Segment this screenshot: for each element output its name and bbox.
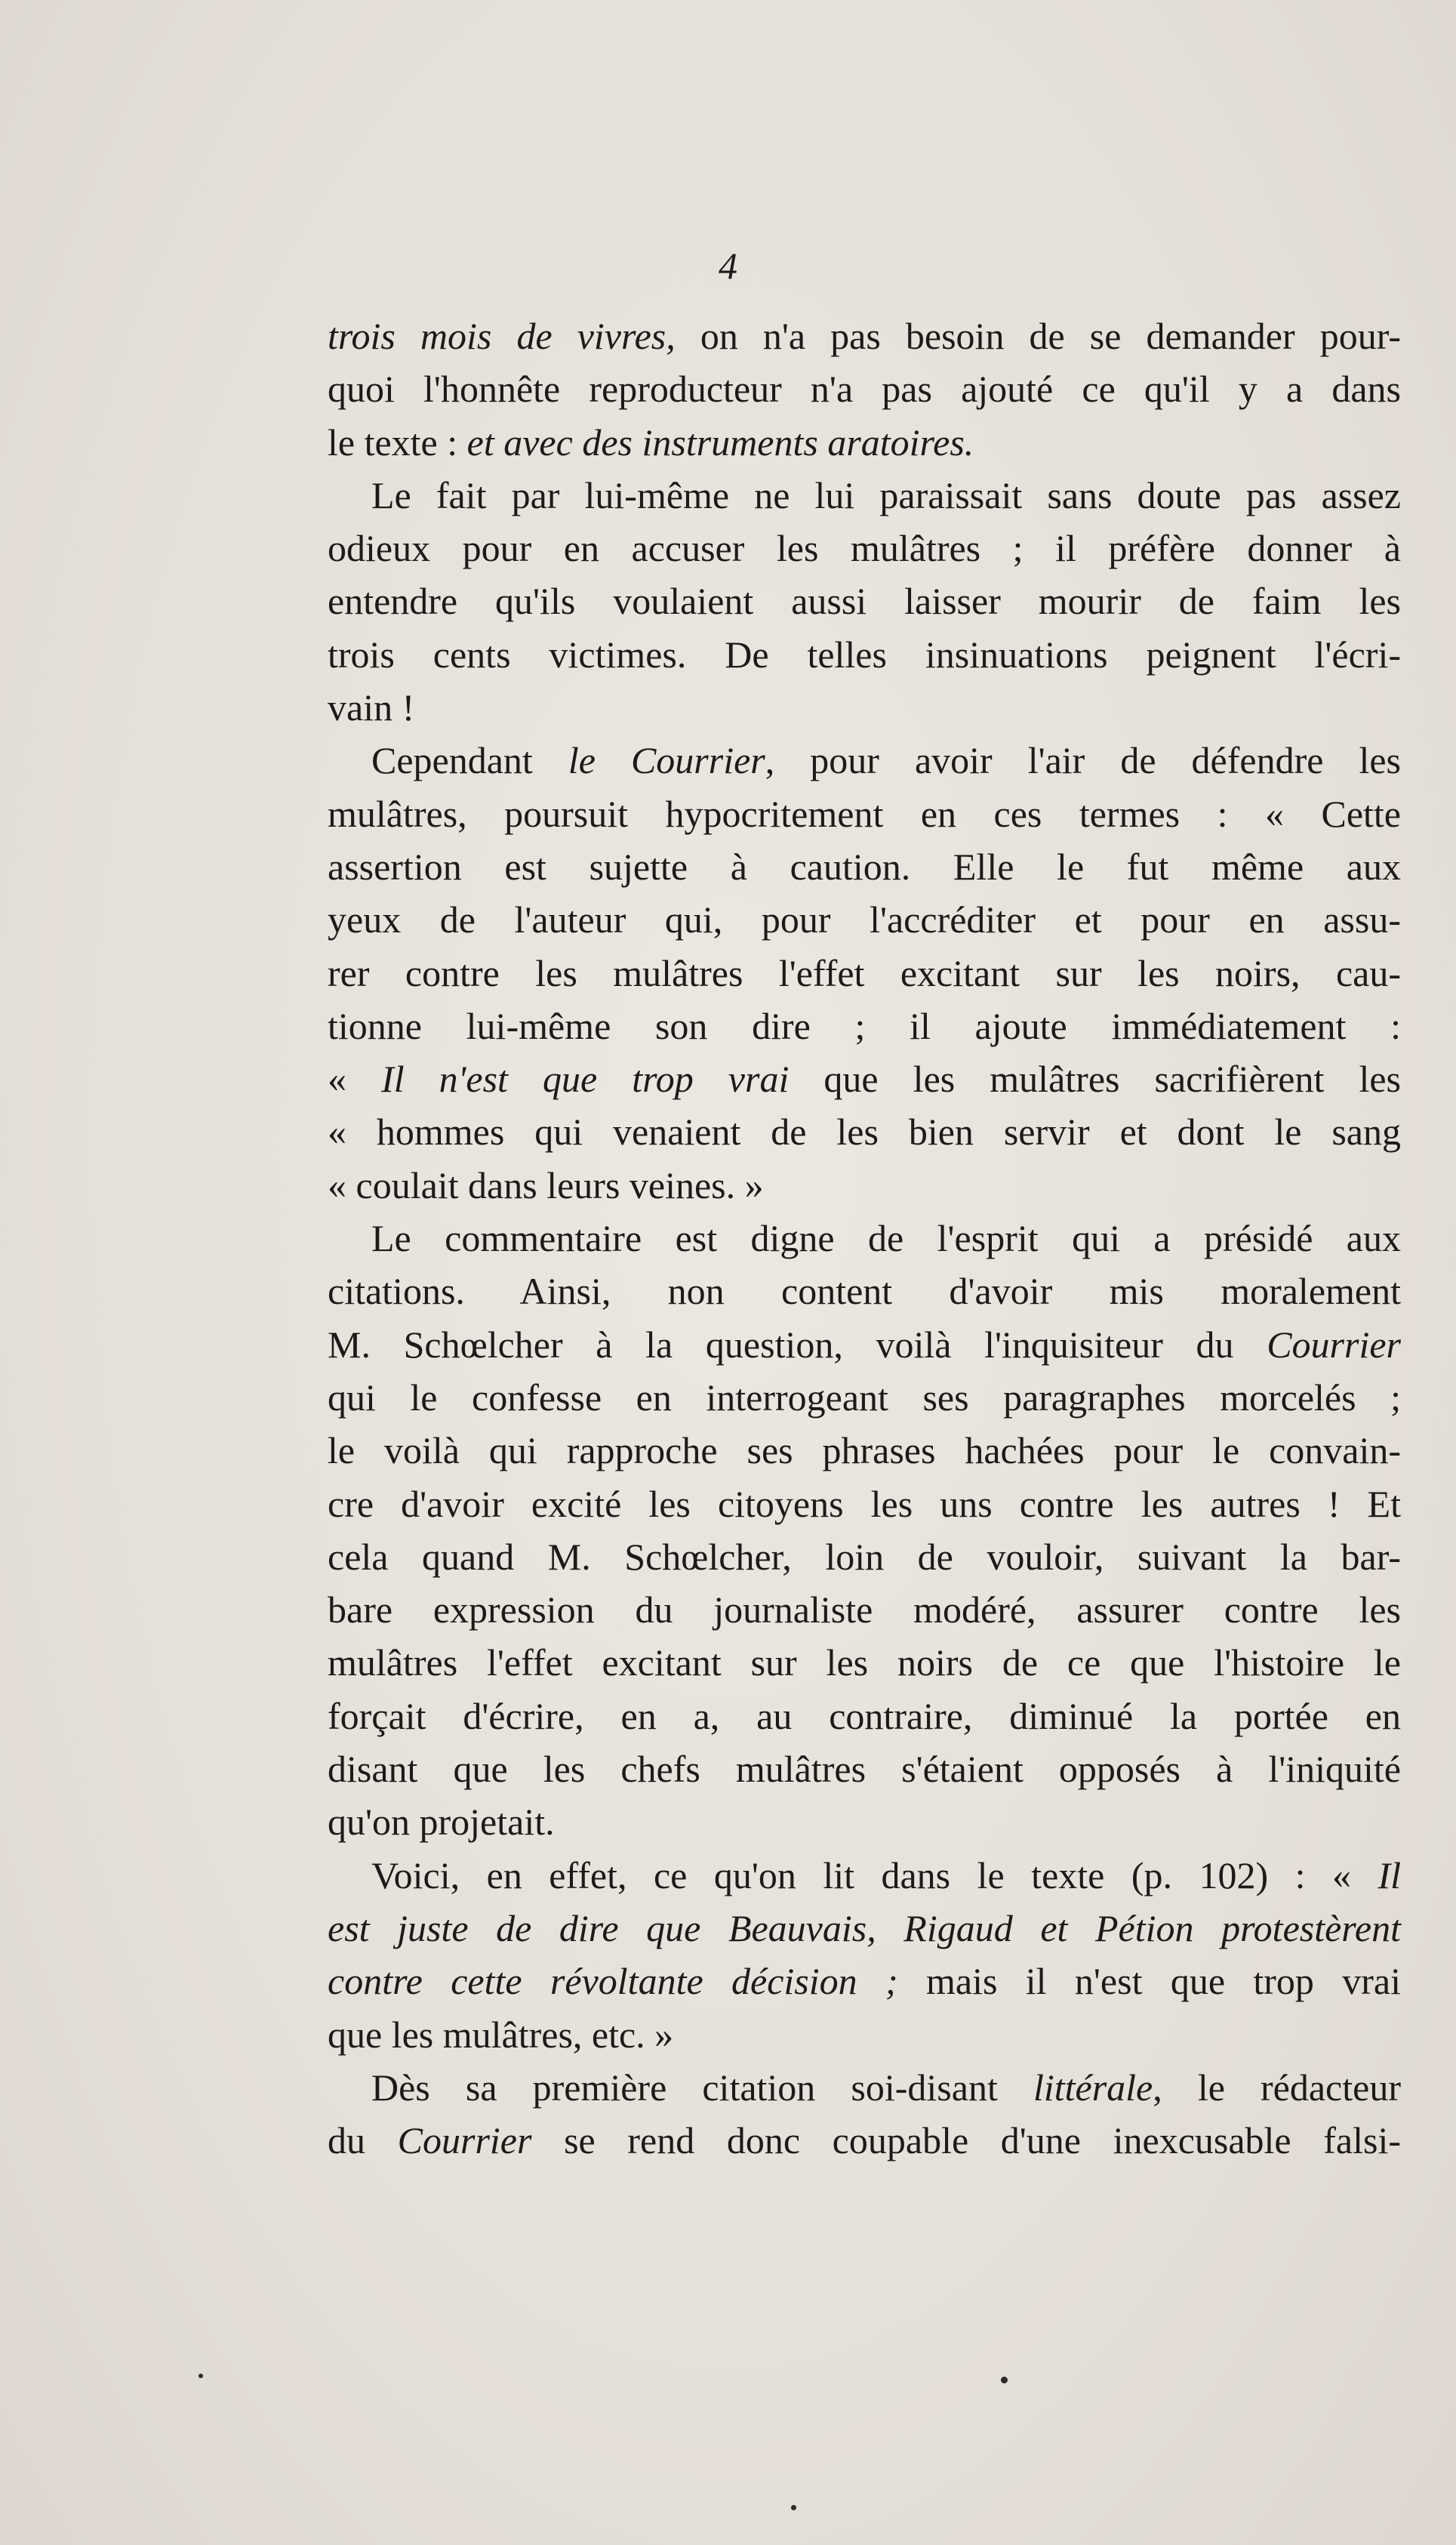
text-line	[328, 469, 1401, 522]
text-segment: Dès sa première citation soi-disant	[371, 2066, 1033, 2109]
italic-segment: est juste de dire que Beauvais, Rigaud et Pétion protestèrent	[328, 1906, 1401, 1949]
italic-segment: Il n'est que trop vrai	[381, 1058, 790, 1101]
text-segment: yeux de l'auteur qui, pour l'accréditer et pour en assu-	[328, 898, 1401, 941]
text-segment: Le commentaire est digne de l'esprit qui a présidé aux	[371, 1217, 1401, 1260]
text-segment: bare expression du journaliste modéré, assurer contre les	[328, 1588, 1401, 1631]
text-segment: M. Schœlcher à la question, voilà l'inquisiteur du	[328, 1323, 1267, 1366]
ink-speck	[791, 2505, 796, 2510]
text-line	[328, 628, 1401, 681]
text-line	[328, 1690, 1401, 1742]
italic-segment: littérale	[1033, 2066, 1153, 2109]
text-segment: mais il n'est que trop vrai	[897, 1960, 1401, 2003]
text-segment: cre d'avoir excité les citoyens les uns contre les autres ! Et	[328, 1482, 1401, 1525]
italic-segment: et avec des instruments aratoires.	[466, 421, 974, 464]
text-segment: «	[328, 1058, 382, 1101]
text-line	[328, 362, 1401, 415]
text-segment: « coulait dans leurs veines. »	[328, 1163, 764, 1206]
text-segment: disant que les chefs mulâtres s'étaient opposés à l'iniquité	[328, 1748, 1401, 1791]
text-segment: Voici, en effet, ce qu'on lit dans le texte (p. 102) : «	[371, 1853, 1378, 1896]
text-segment: Le fait par lui-même ne lui paraissait sans doute pas assez	[371, 473, 1401, 516]
text-segment: trois cents victimes. De telles insinuations peignent l'écri-	[328, 633, 1401, 676]
text-segment: , pour avoir l'air de défendre les	[765, 739, 1401, 782]
text-line	[328, 1955, 1401, 2007]
text-line	[328, 1212, 1401, 1265]
text-segment: que les mulâtres, etc. »	[328, 2013, 674, 2056]
text-segment: qu'on projetait.	[328, 1801, 555, 1844]
text-line	[328, 840, 1401, 893]
text-segment: rer contre les mulâtres l'effet excitant sur les noirs, cau-	[328, 951, 1401, 994]
text-segment: forçait d'écrire, en a, au contraire, diminué la portée en	[328, 1694, 1401, 1737]
text-segment: , le rédacteur	[1153, 2066, 1401, 2109]
italic-segment: le Courrier	[568, 739, 765, 782]
text-line	[328, 1105, 1401, 1158]
text-line	[328, 1902, 1401, 1955]
text-line	[328, 787, 1401, 840]
text-line	[328, 1000, 1401, 1052]
text-line	[328, 1795, 1401, 1848]
text-segment: tionne lui-même son dire ; il ajoute immédiatement :	[328, 1004, 1401, 1047]
text-segment: assertion est sujette à caution. Elle le fut même aux	[328, 845, 1401, 888]
text-line	[328, 2008, 1401, 2061]
text-line	[328, 1742, 1401, 1795]
text-segment: Cependant	[371, 739, 568, 782]
text-segment: qui le confesse en interrogeant ses paragraphes morcelés ;	[328, 1376, 1401, 1419]
ink-speck	[199, 2374, 203, 2378]
text-line	[328, 1424, 1401, 1477]
text-line	[328, 1052, 1401, 1105]
text-line	[328, 1265, 1401, 1317]
text-segment: vain !	[328, 686, 415, 729]
text-segment: entendre qu'ils voulaient aussi laisser mourir de faim les	[328, 580, 1401, 623]
text-line	[328, 2061, 1401, 2114]
text-line	[328, 1159, 1401, 1212]
text-segment: quoi l'honnête reproducteur n'a pas ajouté ce qu'il y a dans	[328, 368, 1401, 411]
italic-segment: Courrier	[397, 2119, 532, 2162]
text-segment: cela quand M. Schœlcher, loin de vouloir, suivant la bar-	[328, 1535, 1401, 1578]
text-segment: citations. Ainsi, non content d'avoir mis moralement	[328, 1270, 1401, 1313]
text-line	[328, 310, 1401, 362]
text-segment: mulâtres, poursuit hypocritement en ces termes : « Cette	[328, 792, 1401, 835]
text-line	[328, 1849, 1401, 1902]
text-segment: du	[328, 2119, 398, 2162]
text-line	[328, 522, 1401, 575]
text-line	[328, 1318, 1401, 1371]
text-segment: odieux pour en accuser les mulâtres ; il préfère donner à	[328, 527, 1401, 570]
text-line	[328, 416, 1401, 469]
text-line	[328, 1477, 1401, 1530]
text-segment: que les mulâtres sacrifièrent les	[789, 1058, 1401, 1101]
ink-speck	[1001, 2377, 1008, 2383]
text-line	[328, 1530, 1401, 1583]
text-segment: le voilà qui rapproche ses phrases hachées pour le convain-	[328, 1429, 1401, 1472]
italic-segment: Il	[1378, 1853, 1401, 1896]
text-segment: mulâtres l'effet excitant sur les noirs de ce que l'histoire le	[328, 1641, 1401, 1684]
text-segment: le texte :	[328, 421, 467, 464]
text-line	[328, 1371, 1401, 1424]
text-line	[328, 947, 1401, 1000]
text-line	[328, 2114, 1401, 2167]
text-line	[328, 575, 1401, 627]
text-line	[328, 1636, 1401, 1689]
text-segment: « hommes qui venaient de les bien servir et dont le sang	[328, 1111, 1401, 1154]
page-number: 4	[719, 245, 737, 287]
text-segment: se rend donc coupable d'une inexcusable falsi-	[531, 2119, 1401, 2162]
italic-segment: contre cette révoltante décision ;	[328, 1960, 898, 2003]
italic-segment: trois mois de vivres,	[328, 315, 676, 357]
text-line	[328, 734, 1401, 787]
text-line	[328, 1583, 1401, 1636]
body-text	[328, 310, 1401, 2167]
text-segment: on n'a pas besoin de se demander pour-	[675, 315, 1401, 357]
text-line	[328, 893, 1401, 946]
italic-segment: Courrier	[1267, 1323, 1401, 1366]
text-line	[328, 681, 1401, 734]
